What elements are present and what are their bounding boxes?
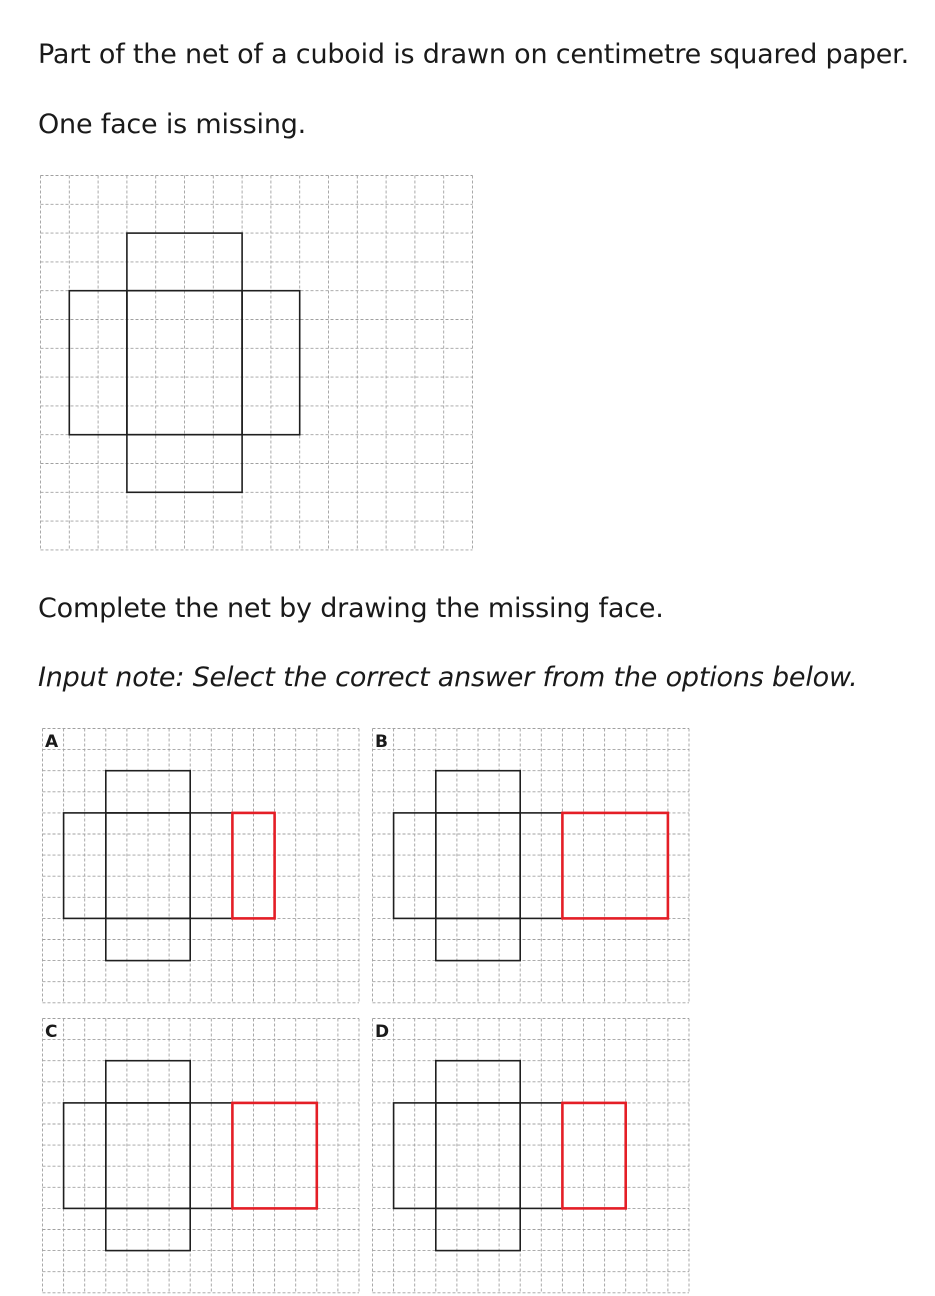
- option-a-hit-area[interactable]: [42, 728, 360, 1004]
- option-a-letter: A: [45, 732, 59, 752]
- question-line-1: Part of the net of a cuboid is drawn on centimetre squared paper.: [38, 39, 909, 70]
- option-b-hit-area[interactable]: [372, 728, 690, 1004]
- option-d-letter: D: [375, 1022, 390, 1042]
- squared-paper-grid: [41, 176, 473, 550]
- option-b-letter: B: [375, 732, 388, 752]
- question-line-3: Complete the net by drawing the missing face.: [38, 593, 664, 624]
- option-a-diagram[interactable]: [42, 728, 360, 1004]
- main-net-diagram: [40, 175, 472, 551]
- option-c-letter: C: [45, 1022, 58, 1042]
- question-line-2: One face is missing.: [38, 109, 307, 140]
- option-c-diagram[interactable]: [42, 1018, 360, 1294]
- option-d-diagram[interactable]: [372, 1018, 690, 1294]
- option-d-hit-area[interactable]: [372, 1018, 690, 1294]
- option-b-diagram[interactable]: [372, 728, 690, 1004]
- option-c-hit-area[interactable]: [42, 1018, 360, 1294]
- input-note: Input note: Select the correct answer from the options below.: [38, 662, 858, 693]
